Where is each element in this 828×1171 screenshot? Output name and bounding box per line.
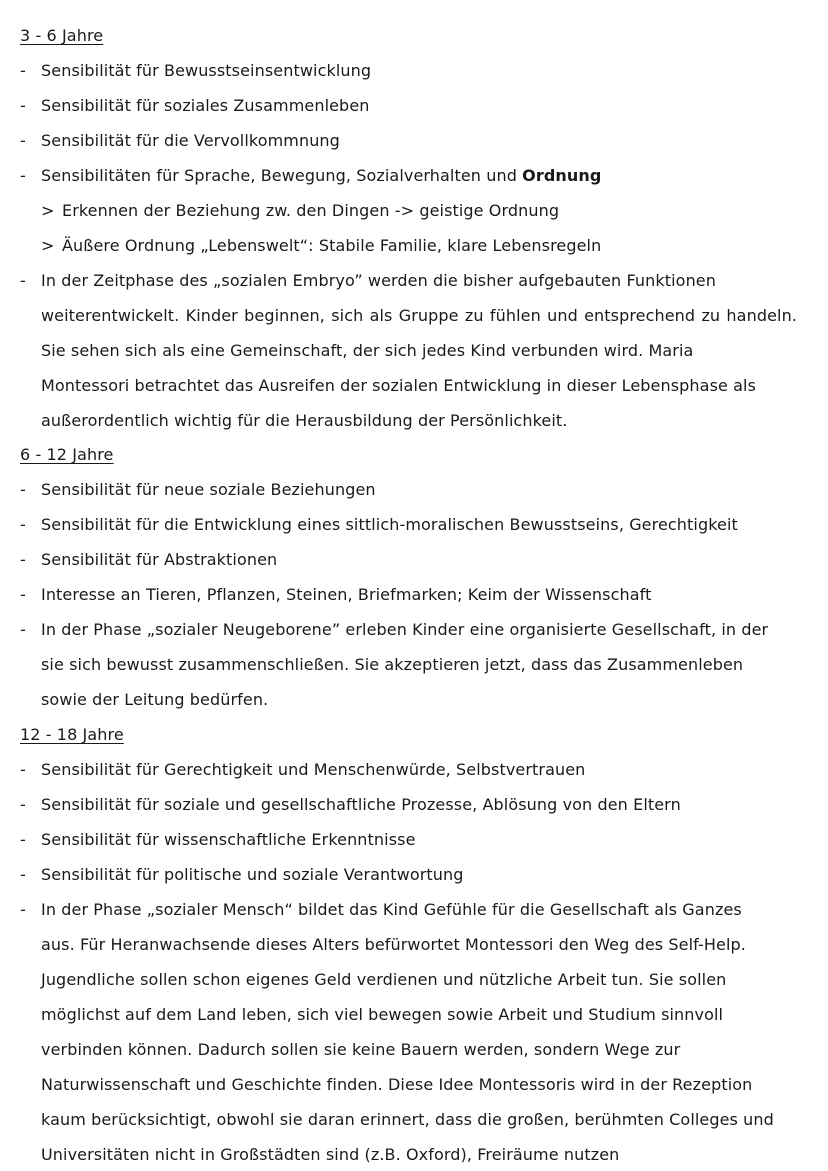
paragraph-line: Universitäten nicht in Großstädten sind (z.B. Oxford), Freiräume nutzen <box>41 1145 620 1164</box>
section-heading: 6 - 12 Jahre <box>20 445 114 464</box>
list-item: - Sensibilitäten für Sprache, Bewegung, Sozialverhalten und Ordnung <box>20 166 602 185</box>
paragraph-line: Jugendliche sollen schon eigenes Geld verdienen und nützliche Arbeit tun. Sie sollen <box>41 970 727 989</box>
emphasis-text: Ordnung <box>522 166 602 185</box>
sub-list-item: > Äußere Ordnung „Lebenswelt“: Stabile Familie, klare Lebensregeln <box>41 236 602 255</box>
paragraph-line: Montessori betrachtet das Ausreifen der sozialen Entwicklung in dieser Lebensphase als <box>41 376 757 395</box>
paragraph-item: - In der Phase „sozialer Neugeborene” erleben Kinder eine organisierte Gesellschaft, in der <box>20 620 769 639</box>
list-item: - Sensibilität für Bewusstseinsentwicklung <box>20 61 372 80</box>
section-heading: 3 - 6 Jahre <box>20 26 104 45</box>
paragraph-line: Naturwissenschaft und Geschichte finden. Diese Idee Montessoris wird in der Rezeption <box>41 1075 753 1094</box>
paragraph-line: verbinden können. Dadurch sollen sie keine Bauern werden, sondern Wege zur <box>41 1040 681 1059</box>
list-item: - Sensibilität für die Entwicklung eines sittlich-moralischen Bewusstseins, Gerechtigkeit <box>20 515 738 534</box>
paragraph-item: - In der Phase „sozialer Mensch“ bildet das Kind Gefühle für die Gesellschaft als Ganzes <box>20 900 742 919</box>
list-item: - Sensibilität für politische und soziale Verantwortung <box>20 865 464 884</box>
paragraph-line: kaum berücksichtigt, obwohl sie daran erinnert, dass die großen, berühmten Colleges und <box>41 1110 774 1129</box>
list-item: - Sensibilität für soziale und gesellschaftliche Prozesse, Ablösung von den Eltern <box>20 795 681 814</box>
list-item: - Sensibilität für neue soziale Beziehungen <box>20 480 376 499</box>
paragraph-line: sie sich bewusst zusammenschließen. Sie akzeptieren jetzt, dass das Zusammenleben <box>41 655 744 674</box>
paragraph-line: aus. Für Heranwachsende dieses Alters befürwortet Montessori den Weg des Self-Help. <box>41 935 746 954</box>
list-item: - Sensibilität für soziales Zusammenleben <box>20 96 370 115</box>
list-item: - Interesse an Tieren, Pflanzen, Steinen, Briefmarken; Keim der Wissenschaft <box>20 585 652 604</box>
list-item: - Sensibilität für die Vervollkommnung <box>20 131 340 150</box>
list-item: - Sensibilität für wissenschaftliche Erkenntnisse <box>20 830 416 849</box>
paragraph-line: möglichst auf dem Land leben, sich viel bewegen sowie Arbeit und Studium sinnvoll <box>41 1005 724 1024</box>
paragraph-line: weiterentwickelt. Kinder beginnen, sich als Gruppe zu fühlen und entsprechend zu handeln. <box>41 306 797 325</box>
section-heading: 12 - 18 Jahre <box>20 725 124 744</box>
sub-list-item: > Erkennen der Beziehung zw. den Dingen -> geistige Ordnung <box>41 201 560 220</box>
paragraph-line: Sie sehen sich als eine Gemeinschaft, der sich jedes Kind verbunden wird. Maria <box>41 341 694 360</box>
list-item: - Sensibilität für Abstraktionen <box>20 550 278 569</box>
paragraph-item: - In der Zeitphase des „sozialen Embryo” werden die bisher aufgebauten Funktionen <box>20 271 716 290</box>
list-item: - Sensibilität für Gerechtigkeit und Menschenwürde, Selbstvertrauen <box>20 760 586 779</box>
paragraph-line: sowie der Leitung bedürfen. <box>41 690 269 709</box>
paragraph-line: außerordentlich wichtig für die Herausbildung der Persönlichkeit. <box>41 411 568 430</box>
